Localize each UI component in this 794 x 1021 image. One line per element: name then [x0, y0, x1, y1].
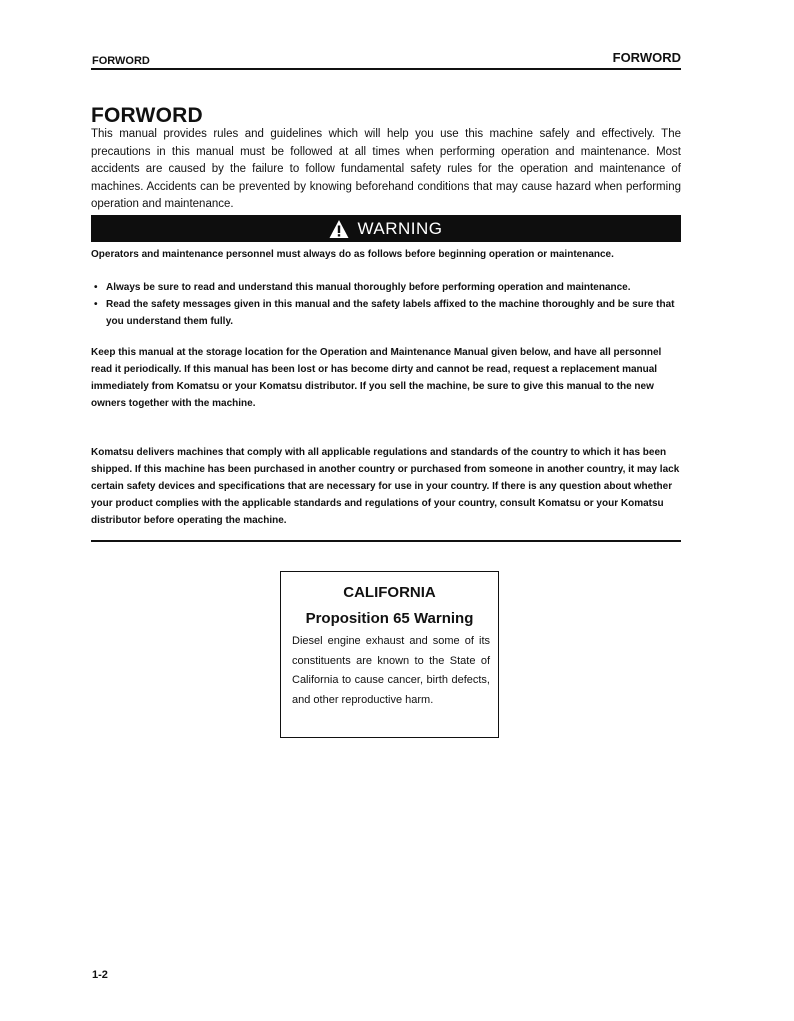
warning-banner [91, 215, 681, 242]
page-title: FORWORD [91, 104, 203, 127]
prop65-text: Diesel engine exhaust and some of its constituents are known to the State of California to cause cancer, birth defects, and other reproductive harm. [292, 635, 490, 706]
intro-paragraph: This manual provides rules and guidelines which will help you use this machine safely and effectively. The precautions in this manual must be followed at all times when performing operation and maintenance. Most accidents are caused by the failure to follow fundamental safety rules for the operation and maintenance of machines. Accidents can be prevented by knowing beforehand conditions that may cause hazard when performing operation and maintenance. [91, 128, 681, 210]
bullet-text: Read the safety messages given in this manual and the safety labels affixed to the machine thoroughly and be sure that you understand them fully. [106, 299, 675, 327]
page-number: 1-2 [92, 969, 108, 981]
list-item: • Always be sure to read and understand this manual thoroughly before performing operation and maintenance. [94, 282, 631, 293]
warning-bullet-list [91, 279, 681, 330]
running-header-right: FORWORD [612, 50, 681, 65]
manual-storage-paragraph: Keep this manual at the storage location for the Operation and Maintenance Manual given below, and have all personnel read it periodically. If this manual has been lost or has become dirty and cannot be read, request a replacement manual immediately from Komatsu or your Komatsu distributor. If you sell the machine, be sure to give this manual to the new owners together with the machine. [91, 347, 662, 409]
warning-label: WARNING [357, 218, 443, 238]
operators-instruction: Operators and maintenance personnel must always do as follows before beginning operation or maintenance. [91, 249, 614, 260]
compliance-paragraph: Komatsu delivers machines that comply with all applicable regulations and standards of the country to which it has been shipped. If this machine has been purchased in another country or purchased from someone in another country, it may lack certain safety devices and specifications that are necessary for use in your country. If there is any question about whether your product complies with the applicable standards and regulations of your country, consult Komatsu or your Komatsu distributor before operating the machine. [91, 447, 680, 526]
bullet-text: Always be sure to read and understand this manual thoroughly before performing operation and maintenance. [106, 282, 631, 293]
warning-triangle-icon [329, 219, 349, 239]
running-header-left: FORWORD [92, 55, 150, 67]
california-title: CALIFORNIA [343, 584, 436, 601]
california-prop65-box [280, 571, 499, 738]
list-item: • Read the safety messages given in this manual and the safety labels affixed to the machine thoroughly and be sure that you understand them fully. [94, 299, 675, 327]
prop65-subtitle: Proposition 65 Warning [305, 610, 474, 627]
header-divider [91, 68, 681, 70]
section-divider [91, 540, 681, 542]
